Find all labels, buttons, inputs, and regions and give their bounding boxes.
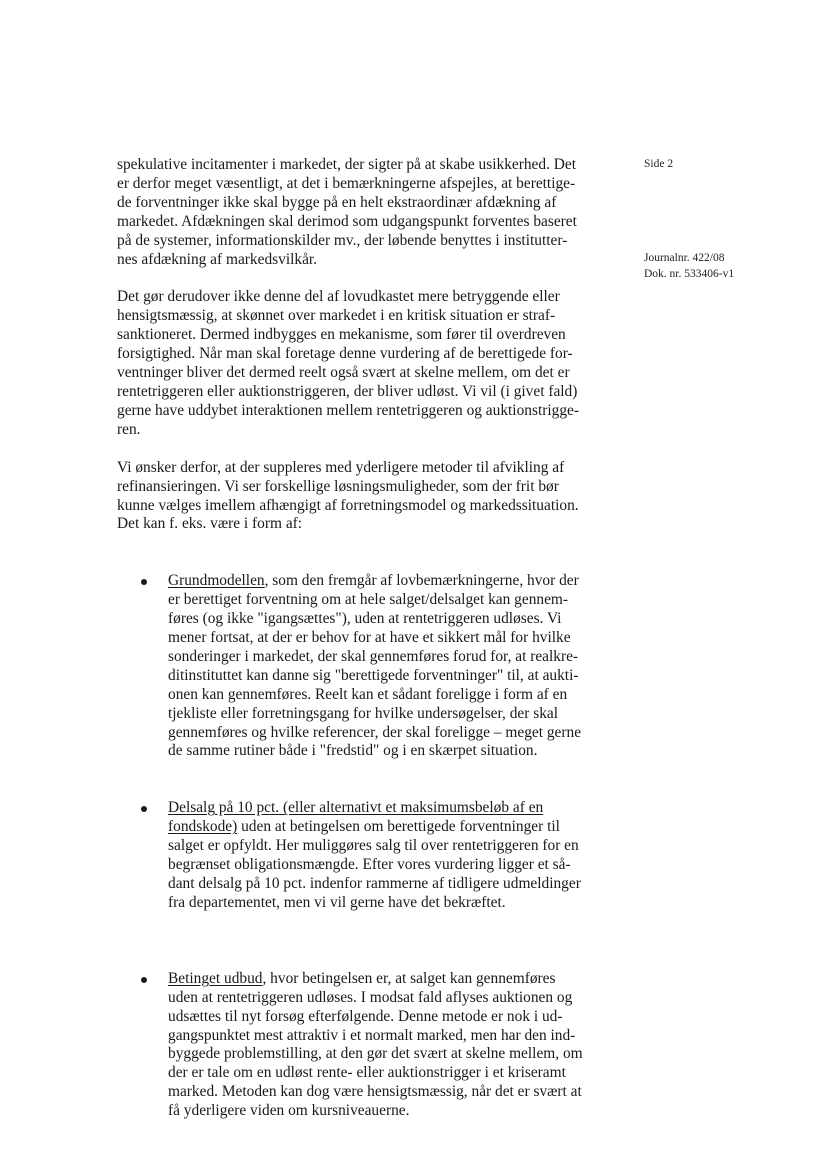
underlined-term: fondskode): [168, 818, 238, 836]
bullet-dot-icon: [141, 977, 147, 983]
text-segment: få yderligere viden om kursniveauerne.: [168, 1102, 410, 1120]
text-segment: begrænset obligationsmængde. Efter vores vurdering ligger et så-: [168, 856, 571, 874]
text-line: Vi ønsker derfor, at der suppleres med yderligere metoder til afvikling af: [117, 458, 565, 476]
text-segment: salget er opfyldt. Her muliggøres salg til over rentetriggeren for en: [168, 837, 579, 855]
document-number: Dok. nr. 533406-v1: [644, 268, 735, 280]
text-segment: er berettiget forventning om at hele salget/delsalget kan gennem-: [168, 591, 569, 609]
text-line: forsigtighed. Når man skal foretage denne vurdering af de berettigede for-: [117, 345, 573, 363]
text-segment: sonderinger i markedet, der skal gennemføres forud for, at realkre-: [168, 647, 579, 665]
text-line: markedet. Afdækningen skal derimod som udgangspunkt forventes baseret: [117, 212, 577, 230]
text-segment: ditinstituttet kan danne sig "berettigede forventninger" til, at aukti-: [168, 666, 579, 684]
paragraph-3: [117, 459, 605, 535]
text-segment: der er tale om en udløst rente- eller auktionstrigger i et kriseramt: [168, 1064, 566, 1082]
text-segment: tjekliste eller forretningsgang for hvilke undersøgelser, der skal: [168, 704, 559, 722]
text-line: ren.: [117, 420, 141, 438]
text-line: de forventninger ikke skal bygge på en helt ekstraordinær afdækning af: [117, 193, 557, 211]
text-segment: dant delsalg på 10 pct. indenfor rammerne af tidligere udmeldinger: [168, 875, 581, 892]
text-segment: byggede problemstilling, at den gør det svært at skelne mellem, om: [168, 1045, 583, 1063]
text-segment: marked. Metoden kan dog være hensigtsmæssig, når det er svært at: [168, 1083, 582, 1101]
text-segment: fra departementet, men vi vil gerne have det bekræftet.: [168, 893, 506, 911]
text-line: på de systemer, informationskilder mv., der løbende benyttes i institutter-: [117, 231, 568, 249]
text-segment: uden at rentetriggeren udløses. I modsat fald aflyses auktionen og: [168, 988, 573, 1006]
paragraph-2: [117, 288, 605, 439]
text-line: hensigtsmæssig, at skønnet over markedet i en kritisk situation er straf-: [117, 307, 556, 325]
text-segment: , som den fremgår af lovbemærkningerne, hvor der: [264, 572, 579, 590]
underlined-term: Delsalg på 10 pct. (eller alternativt et maksimumsbeløb af en: [168, 799, 544, 817]
text-line: nes afdækning af markedsvilkår.: [117, 250, 318, 268]
document-reference: [644, 250, 734, 282]
bullet-dot-icon: [141, 806, 147, 812]
text-line: kunne vælges imellem afhængigt af forretningsmodel og markedssituation.: [117, 496, 579, 514]
text-segment: udsættes til nyt forsøg efterfølgende. Denne metode er nok i ud-: [168, 1007, 563, 1025]
text-segment: gangspunktet mest attraktiv i et normalt marked, men har den ind-: [168, 1026, 576, 1044]
text-line: er derfor meget væsentligt, at det i bemærkningerne afspejles, at berettige-: [117, 174, 576, 192]
underlined-term: Grundmodellen: [168, 572, 265, 590]
text-segment: de samme rutiner både i "fredstid" og i en skærpet situation.: [168, 742, 538, 760]
journal-number: Journalnr. 422/08: [644, 252, 725, 264]
text-segment: gennemføres og hvilke referencer, der skal foreligge – meget gerne: [168, 723, 582, 741]
text-line: spekulative incitamenter i markedet, der sigter på at skabe usikkerhed. Det: [117, 156, 576, 173]
text-line: Det gør derudover ikke denne del af lovudkastet mere betryggende eller: [117, 288, 560, 306]
text-line: gerne have uddybet interaktionen mellem rentetriggeren og auktionstrigge-: [117, 401, 579, 419]
bullet-dot-icon: [141, 579, 147, 585]
text-segment: uden at betingelsen om berettigede forventninger til: [237, 818, 560, 836]
options-list: [117, 572, 605, 1121]
text-line: ventninger bliver det dermed reelt også svært at skelne mellem, om det er: [117, 364, 570, 382]
text-line: Det kan f. eks. være i form af:: [117, 515, 303, 533]
page-number: Side 2: [644, 158, 674, 170]
text-line: refinansieringen. Vi ser forskellige løsningsmuligheder, som der frit bør: [117, 477, 559, 495]
paragraph-1: [117, 156, 605, 269]
text-segment: , hvor betingelsen er, at salget kan gennemføres: [262, 969, 556, 987]
text-segment: mener fortsat, at der er behov for at have et sikkert mål for hvilke: [168, 629, 571, 647]
text-segment: føres (og ikke "igangsættes"), uden at rentetriggeren udløses. Vi: [168, 610, 562, 628]
text-line: rentetriggeren eller auktionstriggeren, der bliver udløst. Vi vil (i givet fald): [117, 382, 578, 400]
underlined-term: Betinget udbud: [168, 969, 263, 987]
text-line: sanktioneret. Dermed indbygges en mekanisme, som fører til overdreven: [117, 326, 566, 344]
bullet-item: [117, 572, 605, 761]
bullet-item: [117, 799, 605, 912]
text-segment: onen kan gennemføres. Reelt kan et sådant foreligge i form af en: [168, 685, 568, 703]
bullet-item: [117, 970, 605, 1121]
letter-body: [117, 156, 605, 1121]
